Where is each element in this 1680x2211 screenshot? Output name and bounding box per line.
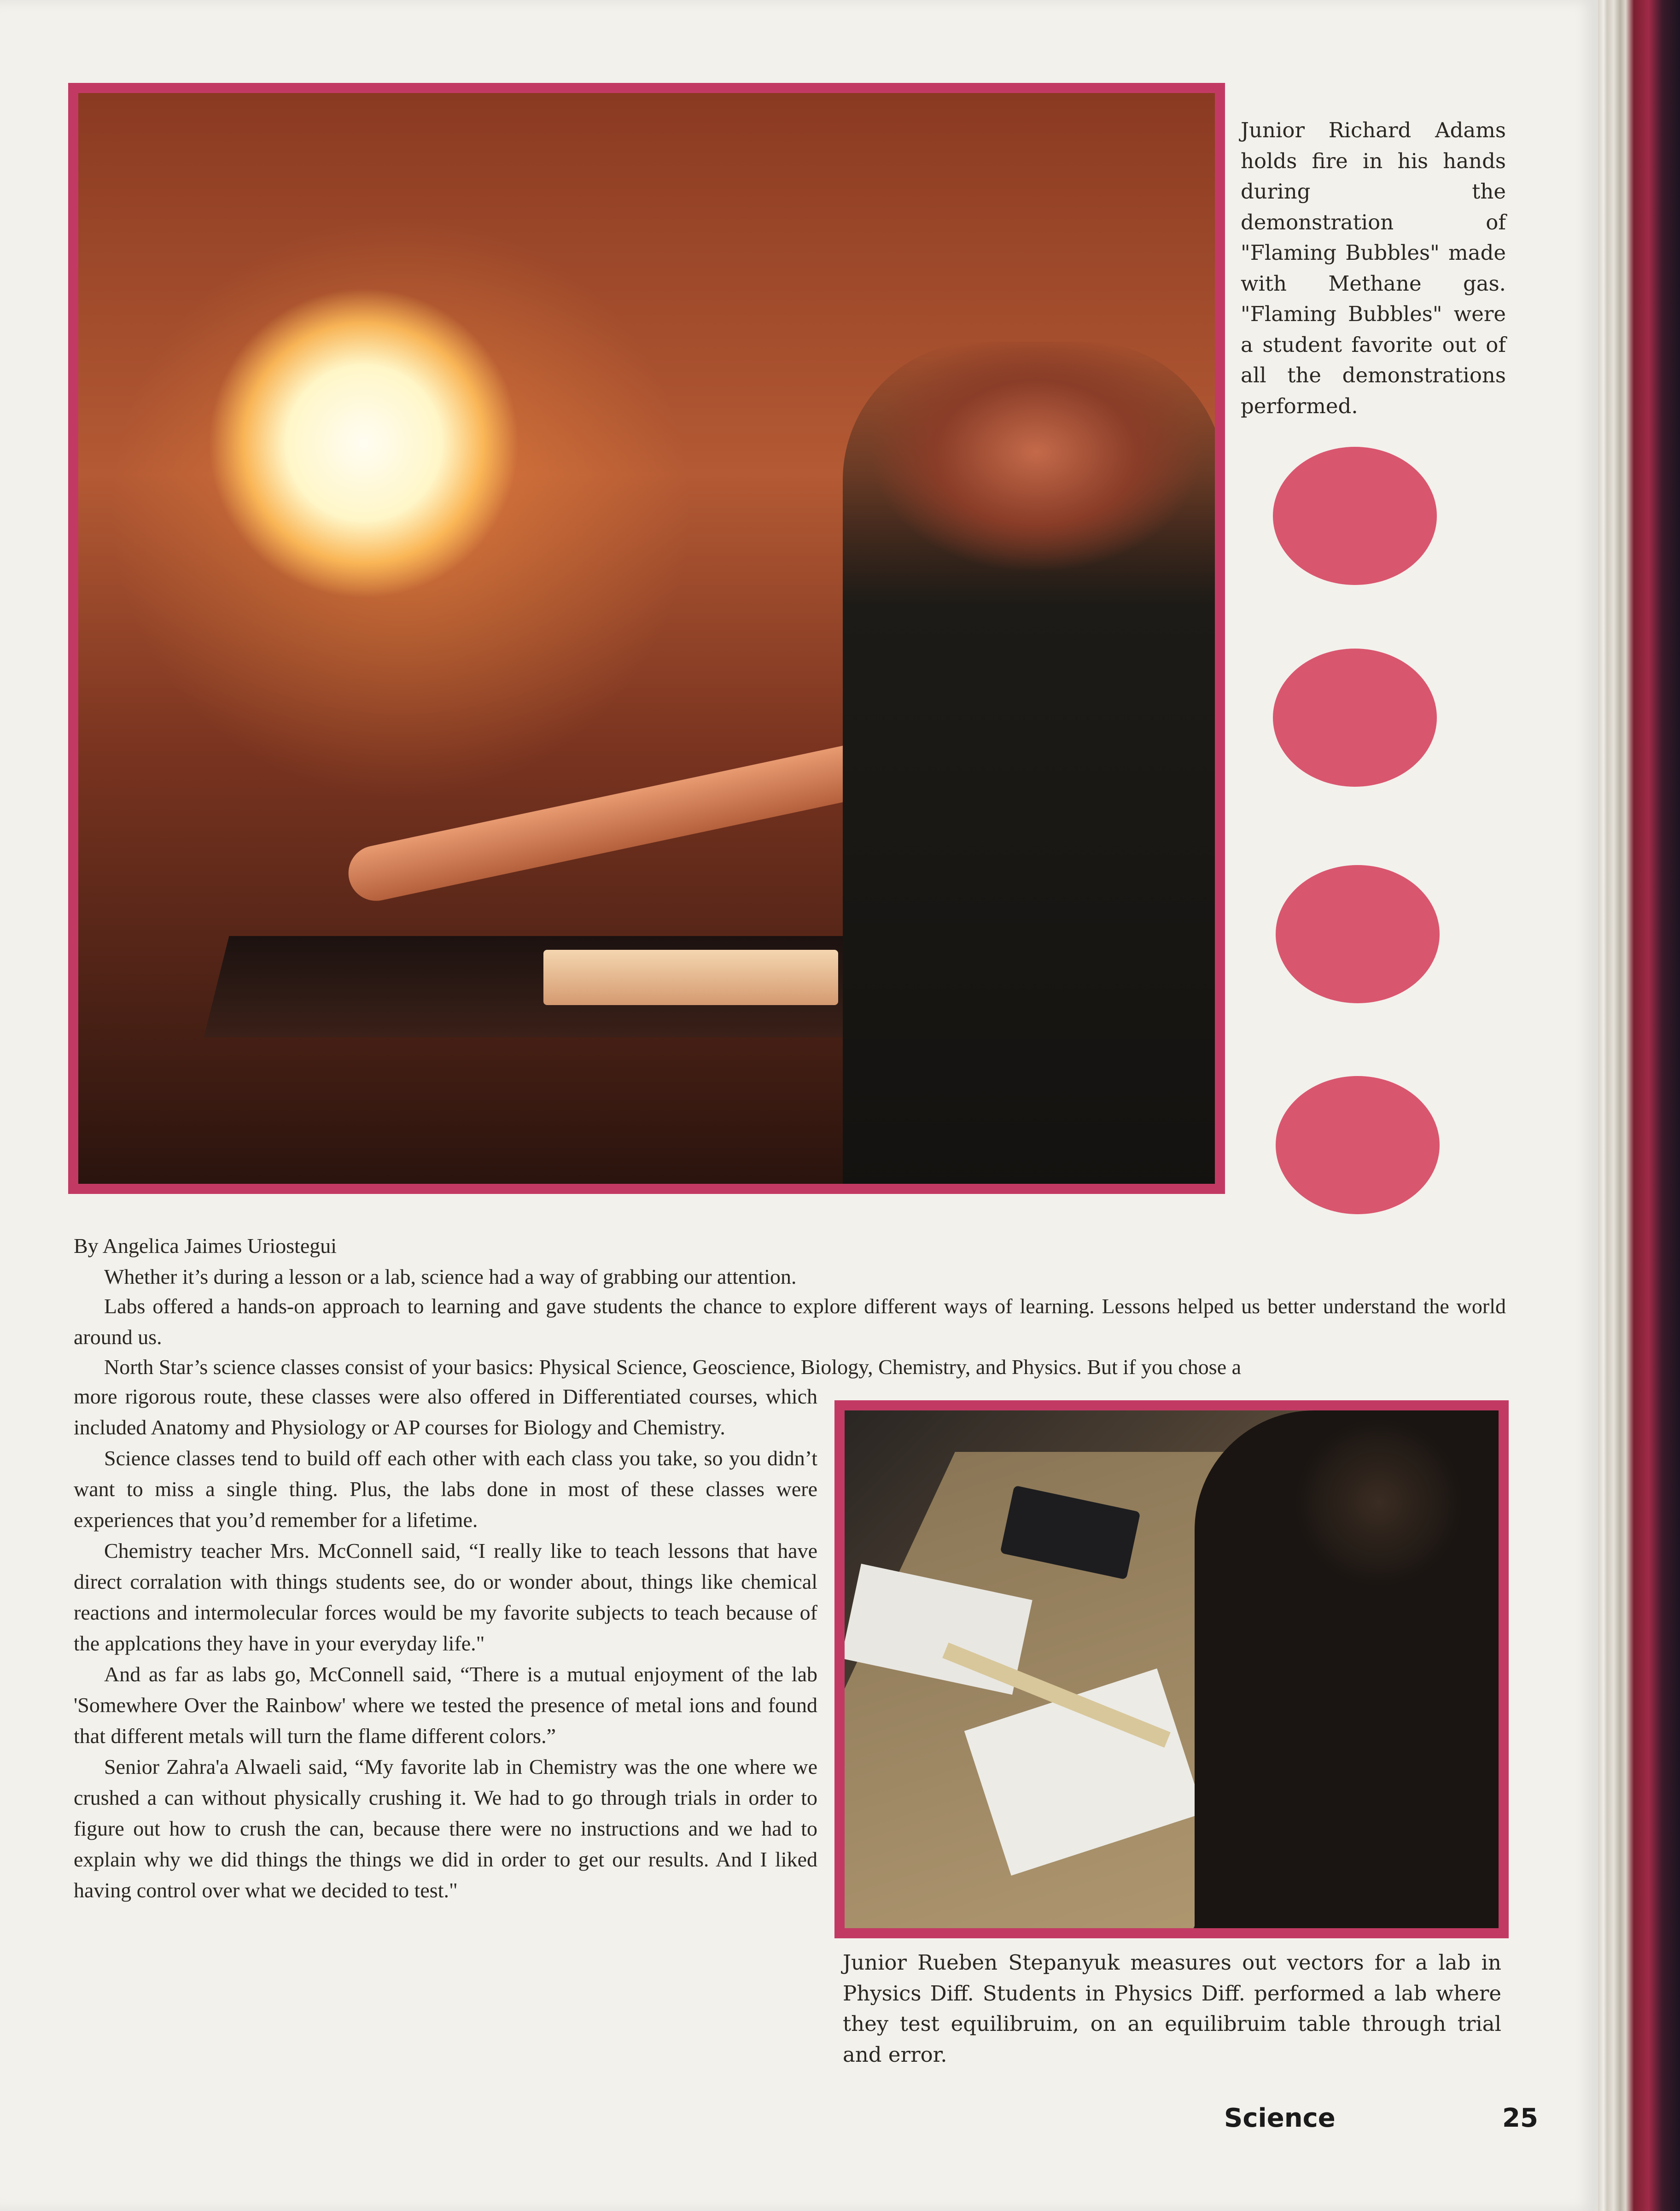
article-paragraph: Senior Zahra'a Alwaeli said, “My favorite lab in Chemistry was the one where we crushed a can without physically crushing it. We had to go through trials in order to figure out how to crush the can, because there were no instructions and we had to explain why we did things the things we did in order to get our results. And I liked having control over what we decided to test."	[74, 1755, 817, 1902]
decorative-dot	[1273, 649, 1437, 787]
student-figure	[843, 342, 1215, 1184]
physics-lab-photo	[845, 1410, 1499, 1928]
article-paragraph: Whether it’s during a lesson or a lab, science had a way of grabbing our attention.	[104, 1265, 797, 1288]
article-paragraph: Chemistry teacher Mrs. McConnell said, “I really like to teach lessons that have direct corralation with things students see, do or wonder about, things like chemical reactions and intermolecular forces would be my favorite subjects to teach because of the applcations they have in your everyday life."	[74, 1539, 817, 1655]
decorative-dot	[1273, 447, 1437, 585]
decorative-dot	[1276, 1076, 1440, 1214]
article-paragraph: North Star’s science classes consist of your basics: Physical Science, Geoscience, Biology, Chemistry, and Physics. But if you chose a	[104, 1355, 1242, 1379]
flaming-bubbles-photo	[78, 93, 1215, 1184]
physics-photo-caption: Junior Rueben Stepanyuk measures out vectors for a lab in Physics Diff. Students in Physics Diff. performed a lab where they test equilibruim, on an equilibruim table through trial and error.	[843, 1950, 1501, 2067]
article-column	[74, 1381, 817, 1906]
student-figure	[1195, 1410, 1499, 1928]
page-number: 25	[1502, 2103, 1538, 2133]
main-photo-caption: Junior Richard Adams holds fire in his hands during the demonstration of "Flaming Bubbles" made with Methane gas. "Flaming Bubbles" were a student favorite out of all the demonstrations performed.	[1241, 118, 1506, 418]
main-photo-frame	[68, 83, 1225, 1194]
article-paragraph: Science classes tend to build off each other with each class you take, so you didn’t want to miss a single thing. Plus, the labs done in most of these classes were experiences that you’d remember for a lifetime.	[74, 1446, 817, 1532]
article-paragraph: Labs offered a hands-on approach to learning and gave students the chance to explore different ways of learning. Lessons helped us better understand the world around us.	[74, 1294, 1506, 1349]
article-paragraph: more rigorous route, these classes were also offered in Differentiated courses, which included Anatomy and Physiology or AP courses for Biology and Chemistry.	[74, 1385, 817, 1439]
lab-tray	[543, 950, 838, 1005]
article-paragraph: And as far as labs go, McConnell said, “There is a mutual enjoyment of the lab 'Somewhere Over the Rainbow' where we tested the presence of metal ions and found that different metals will turn the flame different colors.”	[74, 1662, 817, 1748]
article-byline: By Angelica Jaimes Uriostegui	[74, 1234, 337, 1258]
decorative-dot	[1276, 865, 1440, 1003]
footer-section-label: Science	[1224, 2103, 1336, 2133]
book-page-edges	[1598, 0, 1680, 2211]
physics-photo-frame	[834, 1400, 1509, 1938]
